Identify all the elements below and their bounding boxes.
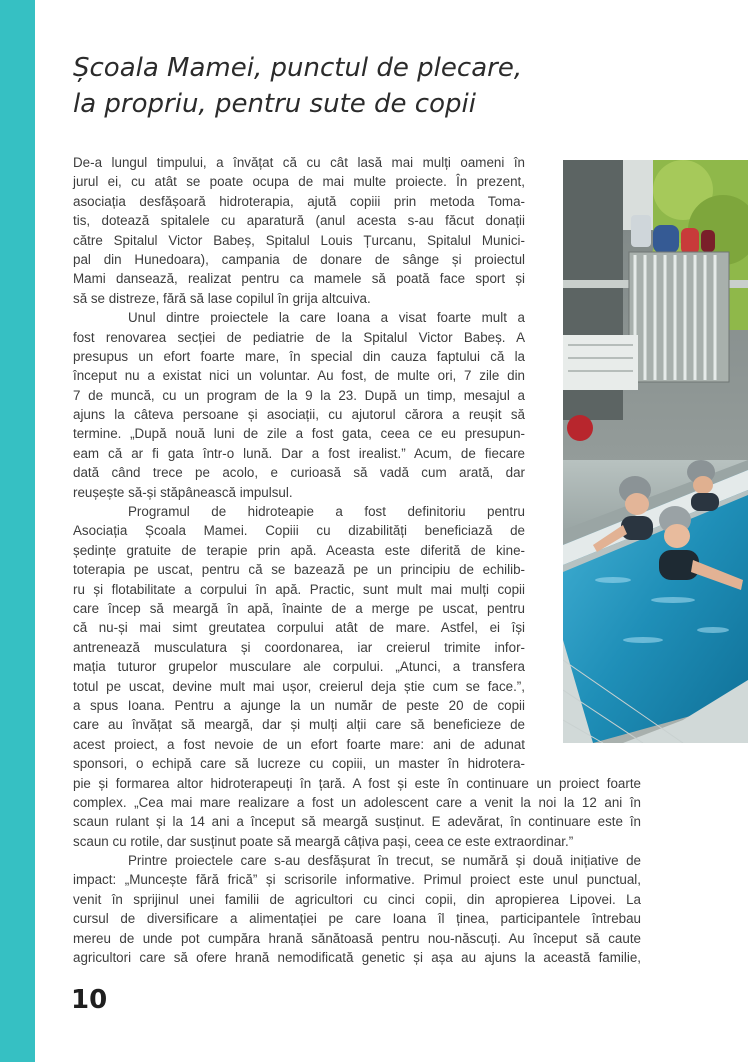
body-line: eam că ar fi gata într-o lună. Dar a fost irealist.” Acum, de fiecare	[73, 445, 525, 461]
body-line: ru și flotabilitate a corpului în apă. Practic, sunt mult mai mulți copii	[73, 581, 525, 597]
body-line: ajuns la câteva persoane și asociații, cu ajutorul cărora a reușit să	[73, 407, 525, 423]
body-line: toterapia pe uscat, pentru că se bazează pe un principiu de echilib-	[73, 562, 525, 578]
body-line: a spus Ioana. Pentru a ajunge la un număr de peste 20 de copii	[73, 697, 525, 713]
body-line: sponsori, o echipă care să lucreze cu copiii, un master în hidrotera-	[73, 756, 525, 772]
page-number: 10	[71, 985, 108, 1015]
body-line: să se distreze, fără să lase copilul în grija altcuiva.	[73, 290, 371, 306]
body-line: scaun cu rotile, dar susținut poate să meargă câțiva pași, ceea ce este extraordinar.”	[73, 833, 574, 849]
body-line: început nu a existat nici un voluntar. Au fost, de multe ori, 7 zile din	[73, 368, 525, 384]
body-line: 7 de muncă, cu un program de la 9 la 23. După un timp, mesajul a	[73, 387, 525, 403]
body-line: tis, dotează spitalele cu aparatură (anul acesta s-au făcut donații	[73, 213, 525, 229]
body-line: antrenează musculatura și coordonarea, iar creierul trimite infor-	[73, 639, 525, 655]
body-line: impact: „Muncește fără frică” și scrisorile informative. Primul proiect este unul punctual,	[73, 872, 641, 888]
body-line: reușește să-și stăpânească impulsul.	[73, 484, 293, 500]
body-line: asociația desfășoară hidroterapia, ajută copiii prin metoda Toma-	[73, 193, 525, 209]
body-line: pal din Hunedoara), campania de donare de sânge și proiectul	[73, 251, 525, 267]
body-line: acest proiect, a fost nevoie de un efort foarte mare: ani de adunat	[73, 736, 525, 752]
body-line: care au învățat să meargă, dar și mulți alții care să beneficieze de	[73, 717, 525, 733]
body-line: venit în sprijinul unei familii de agricultori cu cinci copii, din apropierea Lipovei. La	[73, 891, 641, 907]
body-line: pie și formarea altor hidroterapeuți în țară. A fost și este în continuare un proiect foarte	[73, 775, 641, 791]
body-line: De-a lungul timpului, a învățat că cu cât lasă mai mulți oameni în	[73, 155, 525, 170]
body-line: Programul de hidroteapie a fost definitoriu pentru	[128, 504, 525, 520]
title-line-1: Școala Mamei, punctul de plecare,	[73, 53, 523, 83]
body-line: mereu de unde pot cumpăra hrană sănătoasă pentru nou-născuți. Au început să caute	[73, 930, 641, 946]
body-line: că nu-și mai simt greutatea corpului atât de mare. Astfel, ei își	[73, 620, 525, 636]
body-line: fost renovarea secției de pediatrie de la Spitalul Victor Babeș. A	[73, 329, 525, 345]
body-line: scaun rulant și la 14 ani a început să meargă susținut. E adevărat, în continuare este în	[73, 814, 641, 830]
body-line: Asociația Școala Mamei. Copiii cu dizabilități beneficiază de	[73, 523, 525, 539]
article-title	[73, 50, 633, 122]
body-line: Mami dansează, realizat pentru ca mamele să poată face sport și	[73, 271, 525, 287]
body-line: presupus un efort foarte mare, în special din cauza faptului că la	[73, 348, 525, 364]
body-line: Printre proiectele care s-au desfășurat în trecut, se numără și două inițiative de	[128, 853, 641, 869]
body-line: mația tuturor grupelor musculare ale corpului. „Atunci, a transfera	[73, 659, 525, 675]
title-line-2: la propriu, pentru sute de copii	[73, 89, 476, 119]
article-body	[73, 153, 728, 967]
body-line: dată când trece pe acolo, e curioasă să vadă cum arată, dar	[73, 465, 525, 481]
body-line: cursul de diversificare a alimentației pe care Ioana îl ținea, participantele întrebau	[73, 911, 641, 927]
body-line: termine. „După nouă luni de zile a fost gata, ceea ce eu presupun-	[73, 426, 525, 442]
body-line: totul pe uscat, devine mult mai ușor, creierul deja știe cum se face.”,	[73, 678, 525, 694]
body-line: Unul dintre proiectele la care Ioana a visat foarte mult a	[128, 310, 525, 326]
body-line: jurul ei, cu atât se poate ocupa de mai multe proiecte. În prezent,	[73, 174, 525, 190]
body-line: care încep să meargă în apă, înainte de a merge pe uscat, pentru	[73, 600, 525, 616]
body-line: către Spitalul Victor Babeș, Spitalul Louis Țurcanu, Spitalul Munici-	[73, 232, 525, 248]
body-line: complex. „Cea mai mare realizare a fost un adolescent care a venit la noi la 12 ani în	[73, 794, 641, 810]
body-line: ședințe gratuite de terapie prin apă. Aceasta este diferită de kine-	[73, 542, 525, 558]
body-line: agricultori care să ofere hrană nemodificată genetic și așa au ajuns la această familie,	[73, 950, 641, 966]
accent-side-bar	[0, 0, 35, 1062]
